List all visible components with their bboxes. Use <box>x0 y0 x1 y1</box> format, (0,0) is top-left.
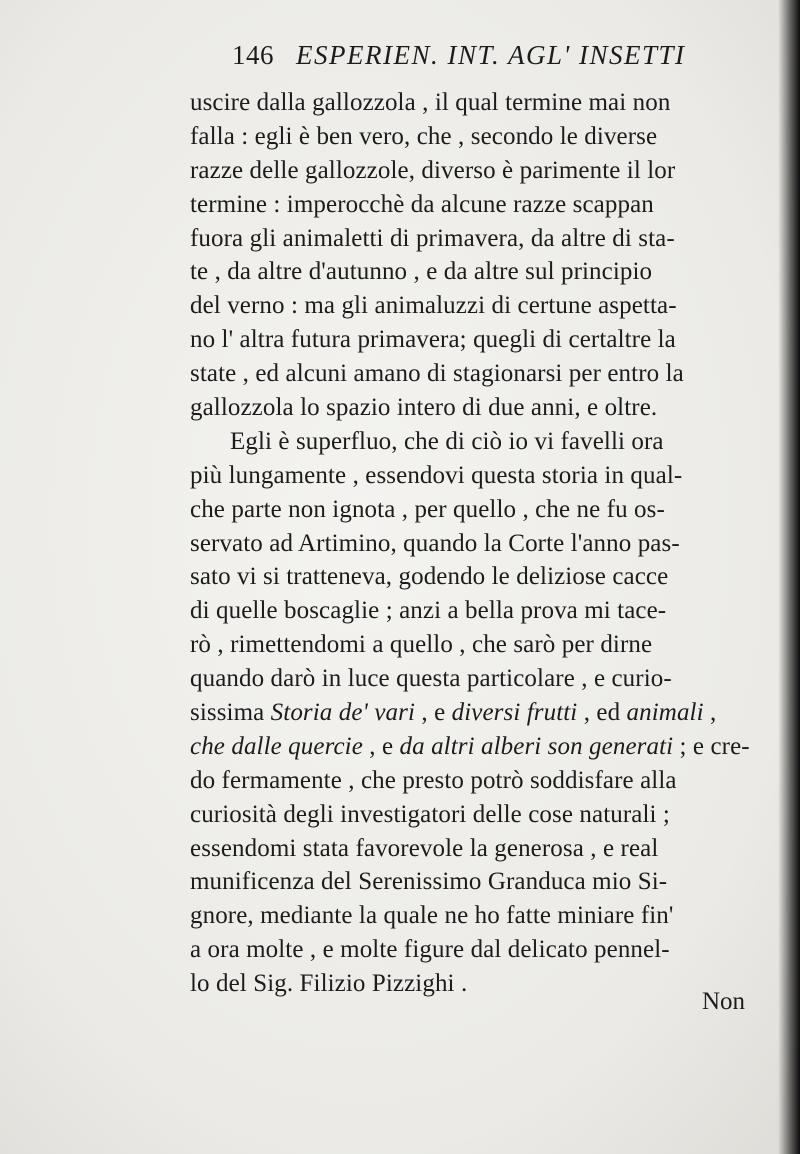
text-line: gnore, mediante la quale ne ho fatte miniare fin' <box>190 902 674 930</box>
text-line: che parte non ignota , per quello , che ne fu os- <box>190 495 665 523</box>
text-line: del verno : ma gli animaluzzi di certune aspetta- <box>190 292 677 320</box>
page-number: 146 <box>232 40 274 70</box>
italic-title-line: che dalle quercie , e da altri alberi son generati ; e cre- <box>190 732 750 760</box>
body-text <box>190 86 776 1001</box>
catchword: Non <box>702 988 746 1015</box>
text-line: munificenza del Serenissimo Granduca mio Si- <box>190 868 668 896</box>
text-line: di quelle boscaglie ; anzi a bella prova mi tace- <box>190 597 667 625</box>
text-line: curiosità degli investigatori delle cose naturali ; <box>190 800 670 828</box>
text-line: sato vi si tratteneva, godendo le deliziose cacce <box>190 563 669 591</box>
text-line: no l' altra futura primavera; quegli di certaltre la <box>190 326 676 354</box>
text-line: termine : imperocchè da alcune razze scappan <box>190 190 654 218</box>
page-header <box>232 40 686 80</box>
text-line: servato ad Artimino, quando la Corte l'anno pas- <box>190 529 680 557</box>
text-line: rò , rimettendomi a quello , che sarò per dirne <box>190 631 653 659</box>
text-line: essendomi stata favorevole la generosa , e real <box>190 834 659 862</box>
running-head: ESPERIEN. INT. AGL' INSETTI <box>296 40 686 70</box>
text-line: falla : egli è ben vero, che , secondo le diverse <box>190 122 658 150</box>
text-line: uscire dalla gallozzola , il qual termine mai non <box>190 89 671 116</box>
text-line: te , da altre d'autunno , e da altre sul principio <box>190 258 653 286</box>
text-line: quando darò in luce questa particolare , e curio- <box>190 665 672 693</box>
text-line: a ora molte , e molte figure dal delicato pennel- <box>190 936 670 964</box>
paragraph-start-line: Egli è superfluo, che di ciò io vi favelli ora <box>230 427 664 455</box>
text-line: razze delle gallozzole, diverso è parimente il lor <box>190 156 676 184</box>
italic-title-line: sissima Storia de' vari , e diversi frutti , ed animali , <box>190 699 717 727</box>
text-line: lo del Sig. Filizio Pizzighi . <box>190 970 468 998</box>
text-line: do fermamente , che presto potrò soddisfare alla <box>190 766 677 794</box>
text-line: fuora gli animaletti di primavera, da altre di sta- <box>190 224 675 252</box>
text-line: più lungamente , essendovi questa storia in qual- <box>190 461 683 489</box>
text-line: gallozzola lo spazio intero di due anni, e oltre. <box>190 394 658 422</box>
page-edge-shadow <box>778 0 800 1154</box>
text-line: state , ed alcuni amano di stagionarsi per entro la <box>190 360 684 388</box>
